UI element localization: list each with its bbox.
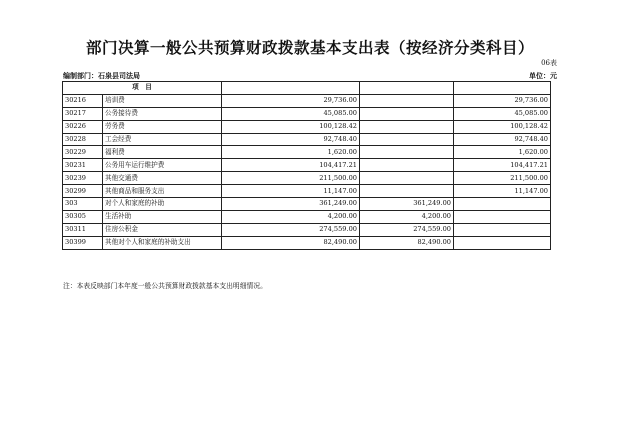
row-code: 30311 (63, 223, 103, 236)
row-name: 对个人和家庭的补助 (103, 198, 222, 211)
page-title: 部门决算一般公共预算财政拨款基本支出表（按经济分类科目） (85, 38, 534, 57)
row-public: 100,128.42 (454, 120, 551, 133)
table-row (63, 198, 551, 211)
row-personnel (360, 120, 454, 133)
row-total: 361,249.00 (222, 198, 360, 211)
row-code: 30239 (63, 172, 103, 185)
row-personnel: 274,559.00 (360, 223, 454, 236)
row-total: 82,490.00 (222, 236, 360, 249)
org-label: 编制部门：石泉县司法局 (63, 71, 140, 80)
row-public: 92,748.40 (454, 133, 551, 146)
row-name: 其他交通费 (103, 172, 222, 185)
row-total: 1,620.00 (222, 146, 360, 159)
row-name: 生活补助 (103, 210, 222, 223)
row-name: 公务接待费 (103, 107, 222, 120)
row-code: 30231 (63, 159, 103, 172)
row-personnel: 361,249.00 (360, 198, 454, 211)
row-total: 211,500.00 (222, 172, 360, 185)
row-name: 其他商品和服务支出 (103, 185, 222, 198)
row-code: 30228 (63, 133, 103, 146)
row-name: 其他对个人和家庭的补助支出 (103, 236, 222, 249)
row-public: 211,500.00 (454, 172, 551, 185)
row-name: 福利费 (103, 146, 222, 159)
row-total: 11,147.00 (222, 185, 360, 198)
row-personnel (360, 94, 454, 107)
row-public: 45,085.00 (454, 107, 551, 120)
row-total: 4,200.00 (222, 210, 360, 223)
row-public: 104,417.21 (454, 159, 551, 172)
table-row (63, 146, 551, 159)
row-personnel (360, 146, 454, 159)
row-total: 100,128.42 (222, 120, 360, 133)
row-personnel (360, 172, 454, 185)
row-total: 92,748.40 (222, 133, 360, 146)
row-personnel (360, 107, 454, 120)
row-name: 公务用车运行维护费 (103, 159, 222, 172)
row-public: 1,620.00 (454, 146, 551, 159)
table-row (63, 107, 551, 120)
row-code: 30226 (63, 120, 103, 133)
row-code: 30305 (63, 210, 103, 223)
row-public: 11,147.00 (454, 185, 551, 198)
row-code: 30399 (63, 236, 103, 249)
unit-label: 单位：元 (529, 71, 557, 80)
row-public (454, 210, 551, 223)
header-total (222, 82, 360, 95)
row-total: 104,417.21 (222, 159, 360, 172)
expenditure-table (62, 81, 551, 250)
footnote: 注：本表反映部门本年度一般公共预算财政拨款基本支出明细情况。 (63, 282, 267, 290)
row-name: 工会经费 (103, 133, 222, 146)
table-row (63, 133, 551, 146)
row-code: 30299 (63, 185, 103, 198)
row-total: 29,736.00 (222, 94, 360, 107)
row-public (454, 223, 551, 236)
row-personnel: 4,200.00 (360, 210, 454, 223)
row-personnel (360, 133, 454, 146)
row-total: 45,085.00 (222, 107, 360, 120)
row-code: 30229 (63, 146, 103, 159)
row-public: 29,736.00 (454, 94, 551, 107)
row-personnel (360, 159, 454, 172)
row-name: 住房公积金 (103, 223, 222, 236)
table-row (63, 210, 551, 223)
table-row (63, 159, 551, 172)
row-personnel (360, 185, 454, 198)
row-code: 303 (63, 198, 103, 211)
row-code: 30216 (63, 94, 103, 107)
table-row (63, 185, 551, 198)
header-public (454, 82, 551, 95)
row-total: 274,559.00 (222, 223, 360, 236)
row-public (454, 236, 551, 249)
header-personnel (360, 82, 454, 95)
table-row (63, 94, 551, 107)
table-row (63, 172, 551, 185)
table-row (63, 223, 551, 236)
row-name: 培训费 (103, 94, 222, 107)
table-row (63, 120, 551, 133)
header-item: 项 目 (63, 82, 222, 95)
row-personnel: 82,490.00 (360, 236, 454, 249)
table-code: 06表 (541, 59, 557, 67)
table-row (63, 236, 551, 249)
row-code: 30217 (63, 107, 103, 120)
table-header-row (63, 82, 551, 95)
row-name: 劳务费 (103, 120, 222, 133)
row-public (454, 198, 551, 211)
